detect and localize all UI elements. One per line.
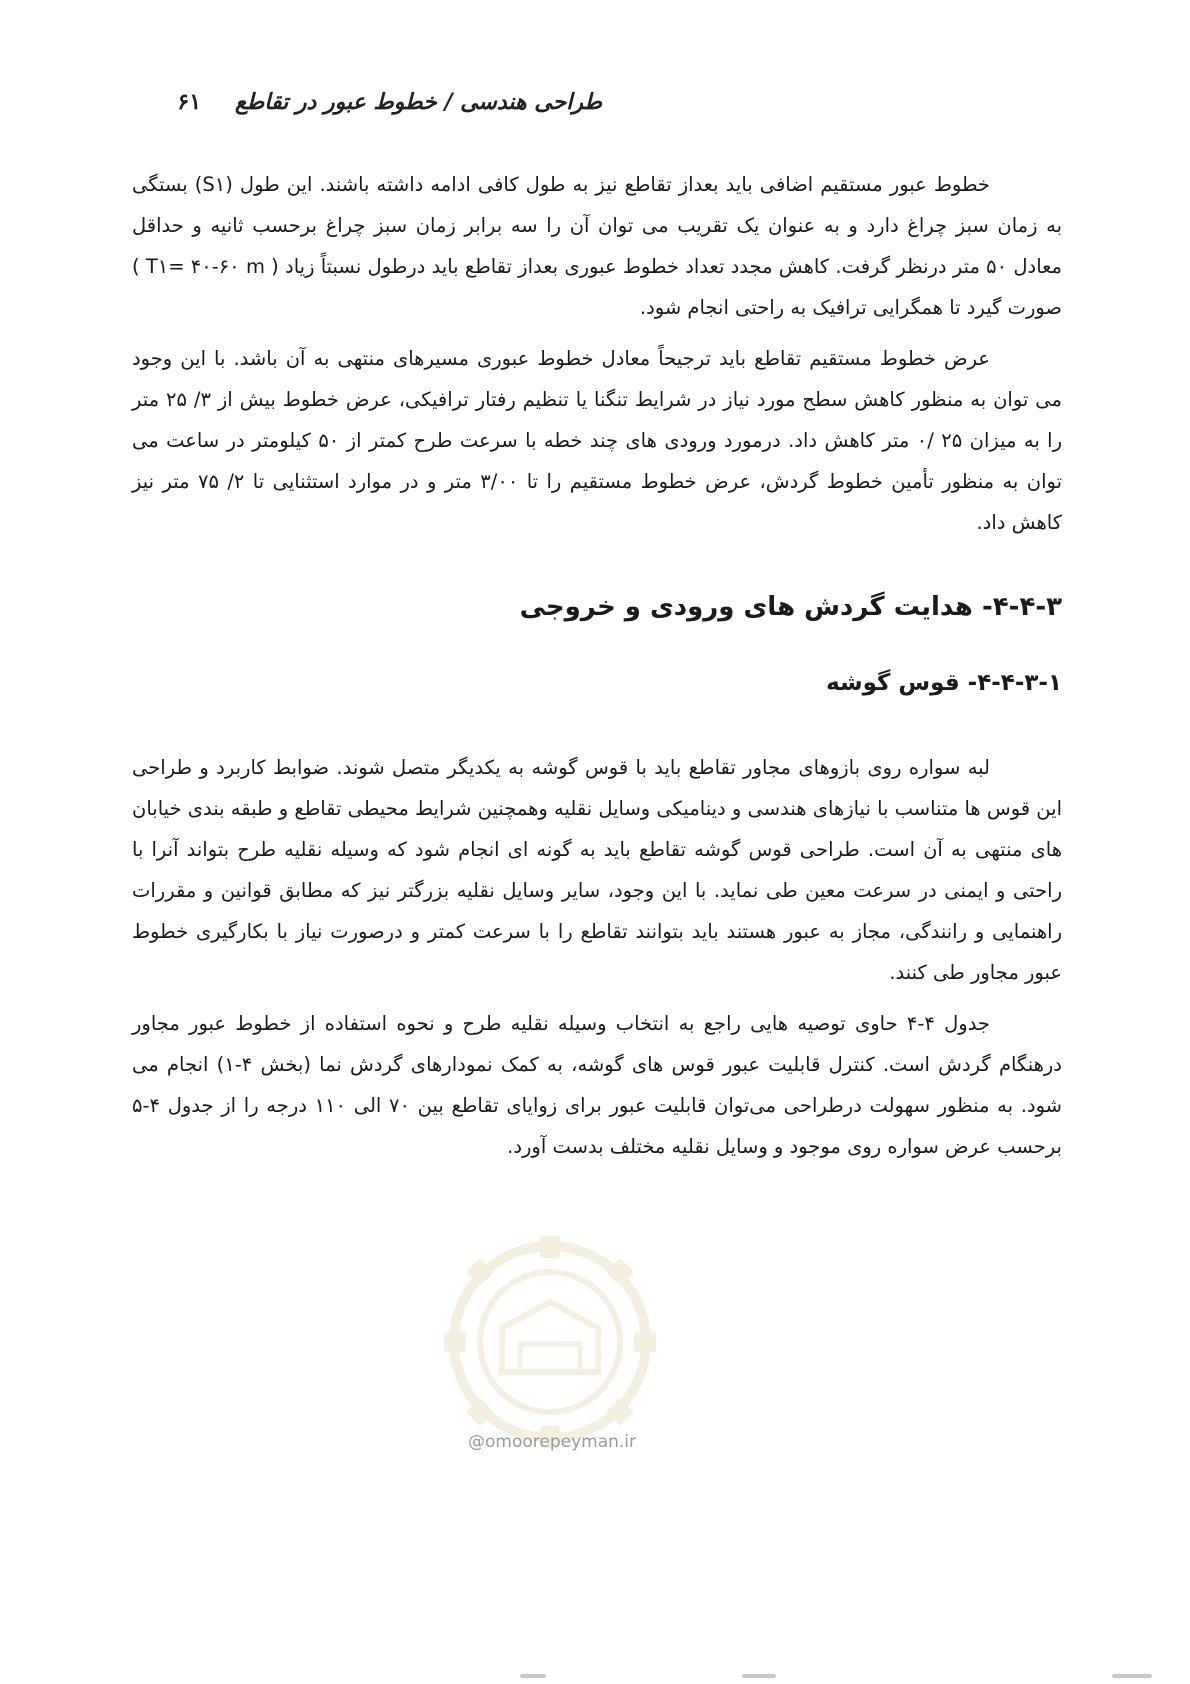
paragraph-through-lane-width: عرض خطوط مستقیم تقاطع باید ترجیحاً معادل خطوط عبوری مسیرهای منتهی به آن باشد. با این وجود می توان به منظور کاهش سطح مورد نیاز در شرایط تنگنا یا تنظیم رفتار ترافیکی، عرض خطوط بیش از ۳/ ۲۵ متر را به میزان ۲۵ /۰ متر کاهش داد. درمورد ورودی های چند خطه با سرعت طرح کمتر از ۵۰ کیلومتر در ساعت می توان به منظور تأمین خطوط گردش، عرض خطوط مستقیم را تا ۳/۰۰ متر و در موارد استثنایی تا ۲/ ۷۵ متر نیز کاهش داد. bbox=[132, 347, 1062, 534]
subsection-heading: ۴-۴-۳-۱- قوس گوشه bbox=[826, 670, 1062, 696]
paragraph-table-reference: جدول ۴-۴ حاوی توصیه هایی راجع به انتخاب وسیله نقلیه طرح و نحوه استفاده از خطوط عبور مجاور درهنگام گردش است. کنترل قابلیت عبور قوس های گوشه، به کمک نمودارهای گردش نما (بخش ۴-۱) انجام می شود. به منظور سهولت درطراحی می‌توان قابلیت عبور برای زوایای تقاطع بین ۷۰ الی ۱۱۰ درجه را از جدول ۴-۵ برحسب عرض سواره روی موجود و وسایل نقلیه مختلف بدست آورد. bbox=[132, 1012, 1062, 1158]
header-title: طراحی هندسی / خطوط عبور در تقاطع bbox=[235, 89, 602, 115]
watermark-url: @omoorepeyman.ir bbox=[468, 1432, 637, 1452]
section-heading: ۴-۴-۳- هدایت گردش های ورودی و خروجی bbox=[519, 592, 1062, 622]
paragraph-extra-through-lanes: خطوط عبور مستقیم اضافی باید بعداز تقاطع نیز به طول کافی ادامه داشته باشند. این طول (S۱) بستگی به زمان سبز چراغ دارد و به عنوان یک تقریب می توان آن را سه برابر زمان سبز چراغ برحسب ثانیه و حداقل معادل ۵۰ متر درنظر گرفت. کاهش مجدد تعداد خطوط عبوری بعداز تقاطع باید درطول نسبتاً زیاد ( T۱= ۴۰-۶۰ m ) صورت گیرد تا همگرایی ترافیک به راحتی انجام شود. bbox=[132, 173, 1062, 319]
scan-mark bbox=[520, 1674, 546, 1678]
watermark-seal bbox=[440, 1232, 660, 1452]
running-header bbox=[162, 84, 602, 120]
scan-mark bbox=[1112, 1674, 1152, 1678]
scan-mark bbox=[742, 1674, 776, 1678]
paragraph-corner-curve: لبه سواره روی بازوهای مجاور تقاطع باید با قوس گوشه به یکدیگر متصل شوند. ضوابط کاربرد و طراحی این قوس ها متناسب با نیازهای هندسی و دینامیکی وسایل نقلیه وهمچنین شرایط محیطی تقاطع و طبقه بندی خیابان های منتهی به آن است. طراحی قوس گوشه تقاطع باید به گونه ای انجام شود که وسیله نقلیه طرح بتواند آنرا با راحتی و ایمنی در سرعت معین طی نماید. با این وجود، سایر وسایل نقلیه بزرگتر نیز که مطابق قوانین و مقررات راهنمایی و رانندگی، مجاز به عبور هستند باید بتوانند تقاطع را با سرعت کمتر و درصورت نیاز با بکارگیری خطوط عبور مجاور طی کنند. bbox=[132, 756, 1062, 984]
page-number: ۶۱ bbox=[177, 89, 202, 115]
body-column bbox=[132, 164, 1062, 1167]
